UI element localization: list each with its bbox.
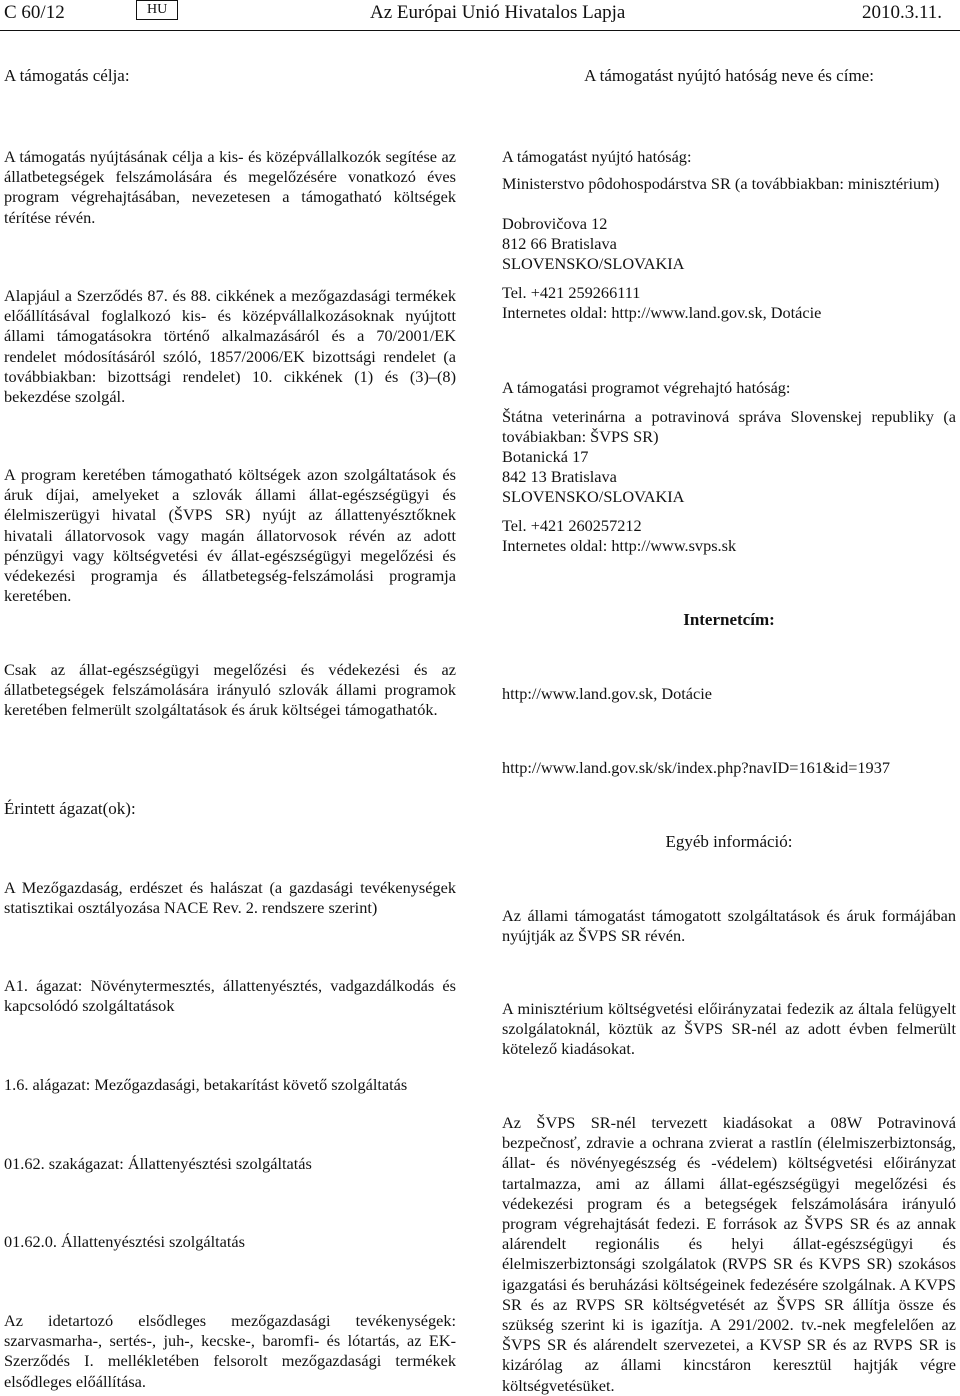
implementing-authority-website: Internetes oldal: http://www.svps.sk <box>502 536 737 555</box>
implementing-authority-phone: Tel. +421 260257212 <box>502 516 642 535</box>
sector-paragraph: A Mezőgazdaság, erdészet és halászat (a gazdasági tevékenységek statisztikai osztályozása NACE Rev. 2. rendszere szerint) <box>4 878 456 918</box>
language-badge: HU <box>136 0 178 20</box>
page-reference: C 60/12 <box>4 2 65 23</box>
program-costs-paragraph: A program keretében támogatható költségek azon szolgáltatások és áruk díjai, amelyeket a szlovák állami állat-egészségügyi és élelmiszerügyi hivatal (ŠVPS SR) nyújt az állattenyésztőknek hivatali állatorvosok vagy magán állatorvosok révén az adott pénzügyi vagy költségvetési év állat-egészségügyi megelőzési és védekezési programja és állatbetegség-felszámolási programja keretében. <box>4 465 456 606</box>
implementing-authority-label: A támogatási programot végrehajtó hatóság: <box>502 378 791 397</box>
granting-authority-street: Dobrovičova 12 <box>502 214 608 233</box>
page-header <box>0 0 960 31</box>
sector-a1: A1. ágazat: Növénytermesztés, állattenyésztés, vadgazdálkodás és kapcsolódó szolgáltatások <box>4 976 456 1016</box>
sector-01-62-0: 01.62.0. Állattenyésztési szolgáltatás <box>4 1232 245 1251</box>
sector-01-62: 01.62. szakágazat: Állattenyésztési szolgáltatás <box>4 1154 312 1173</box>
granting-authority-phone: Tel. +421 259266111 <box>502 283 641 302</box>
sector-1-6: 1.6. alágazat: Mezőgazdasági, betakarítást követő szolgáltatás <box>4 1075 408 1094</box>
other-info-paragraph-3: Az ŠVPS SR-nél tervezett kiadásokat a 08W Potravinová bezpečnosť, zdravie a ochrana zvierat a rastlín (élelmiszerbiztonság, állat- és növényegészség és -védelem) költségvetési előirányzat tartalmazza, ami az állami állat-egészségügyi megelőzési és védekezési program és a betegségek felszámolására irányuló program végrehajtását fedezi. E források az ŠVPS SR és az annak alárendelt regionális és helyi állat-egészségügyi és élelmiszerbiztonsági szolgálatok (RVPS SR és KVPS SR) szokásos igazgatási és beruházási költségeinek fedezésére szolgálnak. A KVPS SR és az RVPS SR költségvetését az ŠVPS SR állítja össze és szükség szerint ki is igazítja. A 291/2002. tv.-nek megfelelően az ŠVPS SR és alárendelt szervezetei, a KVSP SR és az RVPS SR is kizárólag az állami kincstáron keresztül hajtják végre költségvetésüket. <box>502 1113 956 1395</box>
granting-authority-country: SLOVENSKO/SLOVAKIA <box>502 254 685 273</box>
eligible-costs-paragraph: Csak az állat-egészségügyi megelőzési és védekezési és az állatbetegségek felszámolására irányuló szlovák állami programok keretében felmerült szolgáltatások és áruk költségei támogathatók. <box>4 660 456 720</box>
legal-basis-paragraph: Alapjául a Szerződés 87. és 88. cikkének a mezőgazdasági termékek előállításával foglalkozó kis- és középvállalkozásoknak nyújtott állami támogatásokra történő alkalmazásáról és a 70/2001/EK rendelet módosításáról szóló, 1857/2006/EK bizottsági rendelet (a továbbiakban: bizottsági rendelet) 10. cikkének (1) és (3)–(8) bekezdése szolgál. <box>4 286 456 407</box>
implementing-authority-street: Botanická 17 <box>502 447 589 466</box>
journal-title: Az Európai Unió Hivatalos Lapja <box>370 2 626 23</box>
granting-authority-label: A támogatást nyújtó hatóság: <box>502 147 692 166</box>
authority-heading: A támogatást nyújtó hatóság neve és címe: <box>584 66 874 85</box>
granting-authority-name: Ministerstvo pôdohospodárstva SR (a továbbiakban: minisztérium) <box>502 174 940 193</box>
other-info-heading: Egyéb információ: <box>665 832 793 851</box>
internet-heading: Internetcím: <box>683 610 775 629</box>
other-info-paragraph-1: Az állami támogatást támogatott szolgáltatások és áruk formájában nyújtják az ŠVPS SR révén. <box>502 906 956 946</box>
purpose-heading: A támogatás célja: <box>4 66 130 85</box>
publication-date: 2010.3.11. <box>862 2 943 23</box>
sector-heading: Érintett ágazat(ok): <box>4 799 136 818</box>
internet-url-2: http://www.land.gov.sk/sk/index.php?navID=161&id=1937 <box>502 758 890 777</box>
implementing-authority-city: 842 13 Bratislava <box>502 467 617 486</box>
implementing-authority-country: SLOVENSKO/SLOVAKIA <box>502 487 685 506</box>
purpose-paragraph: A támogatás nyújtásának célja a kis- és középvállalkozók segítése az állatbetegségek felszámolására és megelőzésére vonatkozó éves program végrehajtásában, nevezetesen a támogatható költségek térítése révén. <box>4 147 456 227</box>
granting-authority-city: 812 66 Bratislava <box>502 234 617 253</box>
internet-url-1: http://www.land.gov.sk, Dotácie <box>502 684 712 703</box>
other-info-paragraph-2: A minisztérium költségvetési előirányzatai fedezik az általa felügyelt szolgálatoknál, köztük az ŠVPS SR-nél az adott évben felmerült kötelező kiadásokat. <box>502 999 956 1059</box>
implementing-authority-name: Štátna veterinárna a potravinová správa Slovenskej republiky (a továbiakban: ŠVPS SR) <box>502 407 956 447</box>
activities-paragraph: Az idetartozó elsődleges mezőgazdasági tevékenységek: szarvasmarha-, sertés-, juh-, kecske-, baromfi- és lótartás, az EK-Szerződés I. mellékletében felsorolt mezőgazdasági termékek elsődleges előállítása. <box>4 1311 456 1391</box>
granting-authority-website: Internetes oldal: http://www.land.gov.sk, Dotácie <box>502 303 822 322</box>
